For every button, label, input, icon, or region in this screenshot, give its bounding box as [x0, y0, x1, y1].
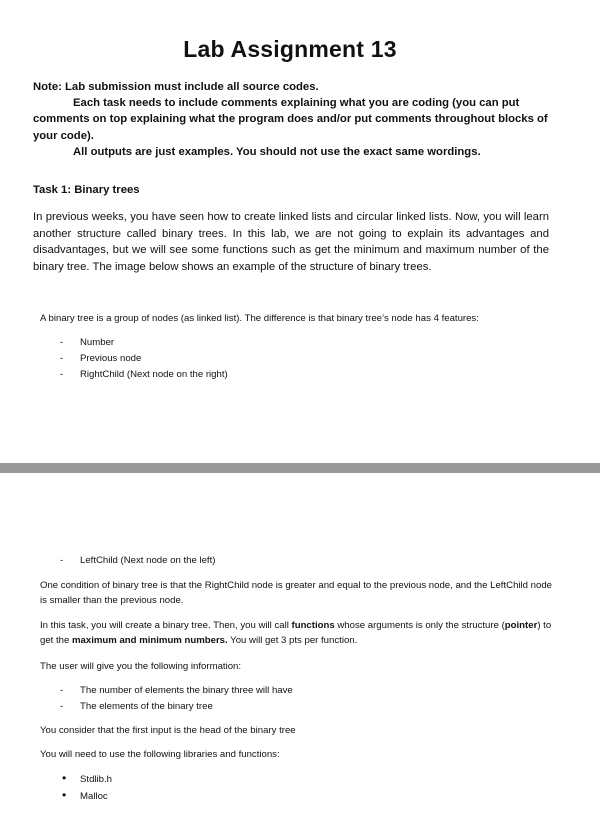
list-item: • Malloc: [60, 789, 112, 806]
task-text-pre: In this task, you will create a binary tree. Then, you will call: [40, 620, 292, 631]
list-item: - Number: [60, 335, 228, 351]
note-line-3: All outputs are just examples. You should not use the exact same wordings.: [73, 145, 481, 158]
task-text-mid2: ) to get the: [40, 620, 552, 646]
task-text-functions: functions: [291, 620, 335, 631]
list-item: - The number of elements the binary three will have: [60, 683, 293, 699]
task-text-maxmin: maximum and minimum numbers.: [72, 635, 228, 646]
user-info-intro: The user will give you the following information:: [40, 661, 242, 672]
head-note: You consider that the first input is the head of the binary tree: [40, 725, 296, 736]
list-item: - The elements of the binary tree: [60, 699, 293, 715]
task-instructions: [40, 618, 560, 648]
task-text-pointer: pointer: [504, 620, 538, 631]
task-text-post: You will get 3 pts per function.: [227, 635, 358, 646]
node-features-list-continued: [60, 553, 215, 569]
page-separator: [0, 463, 600, 473]
condition-paragraph: One condition of binary tree is that the RightChild node is greater and equal to the previous node, and the LeftChild node is smaller than the previous node.: [40, 580, 553, 606]
intro-paragraph: In previous weeks, you have seen how to create linked lists and circular linked lists. Now, you will learn another structure called binary trees. In this lab, we are not going to explain its advantages and disadvantages, but we will see some functions such as get the minimum and maximum number of the binary tree. The image below shows an example of the structure of binary trees.: [33, 211, 549, 273]
list-item: - LeftChild (Next node on the left): [60, 553, 215, 569]
task-heading: Task 1: Binary trees: [33, 184, 140, 196]
note-line-2: Each task needs to include comments explaining what you are coding (you can put comments on top explaining what the program does and/or put comments throughout blocks of your code).: [33, 97, 548, 142]
list-item: - Previous node: [60, 351, 228, 367]
submission-note: [33, 79, 563, 160]
libraries-list: [60, 772, 112, 806]
node-features-list: [60, 335, 228, 383]
document-page-2: [0, 473, 600, 823]
user-info-list: [60, 683, 293, 715]
libraries-intro: You will need to use the following libraries and functions:: [40, 749, 280, 760]
binary-tree-definition: A binary tree is a group of nodes (as linked list). The difference is that binary tree’s node has 4 features:: [40, 313, 479, 324]
list-item: - RightChild (Next node on the right): [60, 367, 228, 383]
task-text-mid1: whose arguments is only the structure (: [334, 620, 505, 631]
list-item: • Stdlib.h: [60, 772, 112, 789]
page-title: Lab Assignment 13: [183, 36, 397, 62]
note-line-1: Note: Lab submission must include all source codes.: [33, 81, 319, 93]
